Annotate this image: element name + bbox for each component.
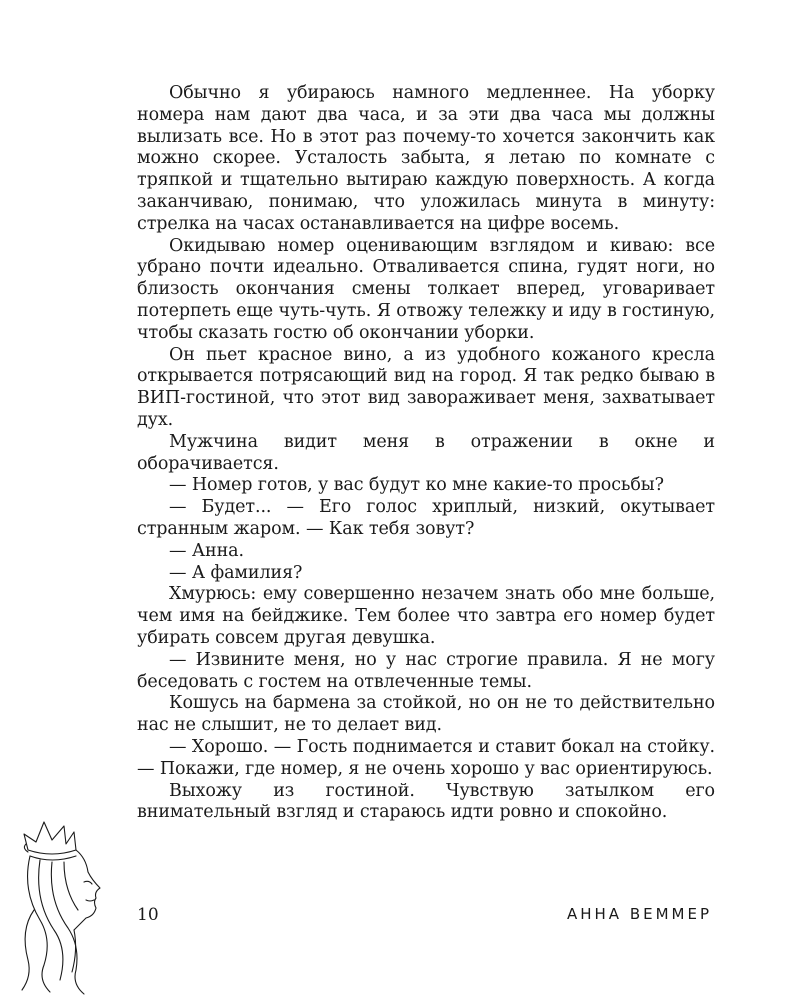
paragraph: — Извините меня, но у нас строгие правила. Я не могу беседовать с гостем на отвлеченные темы. — [137, 649, 715, 692]
paragraph: — Хорошо. — Гость поднимается и ставит бокал на стойку. — Покажи, где номер, я не очень хорошо у вас ориентируюсь. — [137, 736, 715, 779]
paragraph: Хмурюсь: ему совершенно незачем знать обо мне больше, чем имя на бейджике. Тем более что завтра его номер будет убирать совсем другая девушка. — [137, 584, 715, 648]
crowned-woman-line-art-icon — [14, 800, 134, 995]
paragraph: Обычно я убираюсь намного медленнее. На уборку номера нам дают два часа, и за эти два часа мы должны вылизать все. Но в этот раз почему-то хочется закончить как можно скорее. Усталость забыта, я летаю по комнате с тряпкой и тщательно вытираю каждую поверхность. А когда заканчиваю, понимаю, что уложилась минута в минуту: стрелка на часах останавливается на цифре восемь. — [137, 83, 715, 234]
running-footer-author: АННА ВЕММЕР — [566, 905, 712, 923]
paragraph: Окидываю номер оценивающим взглядом и киваю: все убрано почти идеально. Отваливается спина, гудят ноги, но близость окончания смены толкает вперед, уговаривает потерпеть еще чуть-чуть. Я отвожу тележку и иду в гостиную, чтобы сказать гостю об окончании уборки. — [137, 235, 715, 343]
paragraph: Выхожу из гостиной. Чувствую затылком его внимательный взгляд и стараюсь идти ровно и спокойно. — [137, 780, 715, 823]
paragraph: — Будет... — Его голос хриплый, низкий, окутывает странным жаром. — Как тебя зовут? — [137, 497, 715, 539]
page-number: 10 — [137, 905, 159, 925]
paragraph: Кошусь на бармена за стойкой, но он не то действительно нас не слышит, не то делает вид. — [137, 693, 715, 736]
paragraph: Он пьет красное вино, а из удобного кожаного кресла открывается потрясающий вид на город. Я так редко бываю в ВИП-гостиной, что этот вид завораживает меня, захватывает дух. — [137, 344, 715, 430]
paragraph: — А фамилия? — [169, 562, 303, 583]
paragraph: — Анна. — [169, 540, 244, 561]
body-text — [137, 83, 715, 824]
paragraph: Мужчина видит меня в отражении в окне и оборачивается. — [137, 431, 715, 474]
paragraph: — Номер готов, у вас будут ко мне какие-то просьбы? — [169, 475, 664, 496]
